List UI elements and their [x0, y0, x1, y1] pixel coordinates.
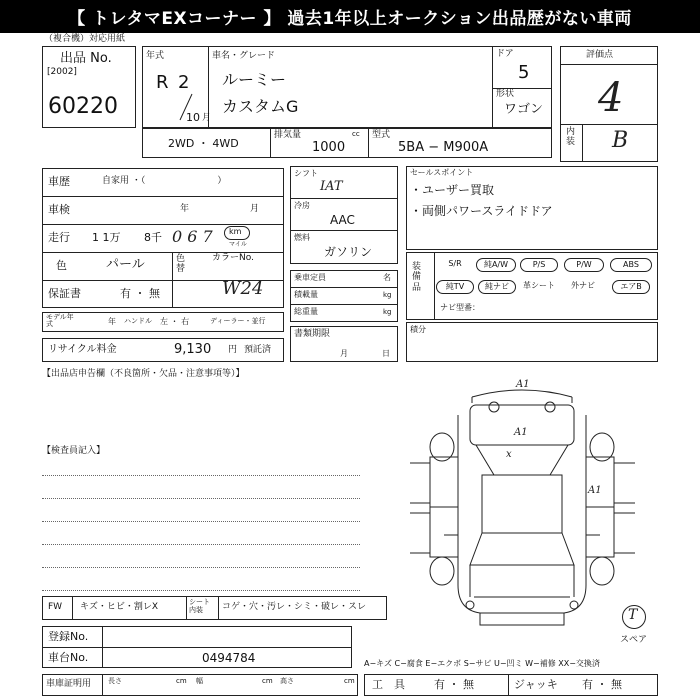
inspection-month-unit: 月 [250, 204, 260, 214]
inspector-notes-label: 【検査員記入】 [42, 446, 106, 456]
equip-tv: 純TV [436, 280, 474, 294]
capacity-label: 乗車定員 [294, 273, 326, 282]
gross-unit: kg [383, 308, 392, 316]
equip-power-steering: P/S [520, 258, 558, 272]
body-shape-value: ワゴン [504, 102, 544, 117]
reg-label: 登録No. [48, 630, 89, 643]
tools-value: 有 ・ 無 [434, 678, 474, 691]
model-code-value: 5BA − M900A [398, 140, 489, 155]
color-label: 色 [56, 259, 67, 272]
fuel-label: 燃料 [294, 233, 310, 242]
shift-label: シフト [294, 169, 318, 178]
equip-sr: S/R [448, 259, 462, 268]
equip-abs: ABS [610, 258, 652, 272]
seller-notes-label: 【出品店申告欄（不良箇所・欠品・注意事項等）】 [42, 369, 245, 379]
mark-right-door: A1 [588, 485, 602, 496]
header-banner: 【 トレタマEXコーナー 】 過去1年以上オークション出品歴がない車両 [0, 0, 700, 33]
model-year-unit: 年 [108, 317, 116, 326]
mark-roof: A1 [514, 427, 528, 438]
sub-label: （複合機）対応用紙 [44, 34, 126, 44]
color-value: パール [106, 257, 145, 272]
damage-legend: A−キズ C−腐食 E−エクボ S−サビ U−凹ミ W−補修 XX−交換済 [364, 659, 600, 668]
displacement-value: 1000 [312, 140, 346, 155]
model-year-label: モデル年式 [46, 313, 74, 328]
docs-day-unit: 日 [382, 349, 390, 358]
doors-label: ドア [496, 49, 514, 59]
color-code-value: W24 [222, 278, 264, 299]
interior-label: 内装 [566, 127, 576, 147]
jack-label: ジャッキ [514, 678, 558, 691]
warranty-label: 保証書 [48, 287, 81, 300]
interior-sheet-value: コゲ・穴・汚レ・シミ・破レ・スレ [222, 602, 367, 612]
shift-value: IAT [320, 179, 343, 194]
drive-value: 2WD ・ 4WD [168, 137, 239, 150]
ac-label: 冷房 [294, 201, 310, 210]
warranty-value: 有 ・ 無 [120, 287, 160, 300]
cert-height-unit: cm [344, 677, 355, 685]
lot-number: 60220 [48, 94, 118, 119]
inspection-label: 車検 [48, 203, 70, 216]
spare-label: スペア [620, 635, 648, 645]
equip-aftermarket-navi: 外ナビ [571, 281, 595, 290]
capacity-unit: 名 [383, 273, 391, 282]
navi-model-label: ナビ型番： [440, 303, 480, 312]
mileage-digits: 0 6 7 [172, 227, 213, 246]
docs-month-unit: 月 [340, 349, 348, 358]
body-shape-label: 形状 [496, 89, 515, 99]
cert-height: 高さ [280, 677, 294, 685]
mileage-man: 1 1万 [92, 231, 121, 244]
gross-label: 総重量 [294, 307, 318, 316]
tools-label: 工 具 [372, 678, 405, 691]
score-label: 評価点 [586, 50, 614, 60]
recycle-label: リサイクル料金 [48, 344, 117, 355]
color-code-label: カラーNo. [212, 253, 254, 263]
equip-navi: 純ナビ [478, 280, 516, 294]
equip-airbag: エアB [612, 280, 650, 294]
cert-label: 車庫証明用 [46, 679, 92, 689]
other-box [406, 322, 658, 362]
mileage-unit-km: km [229, 227, 242, 236]
cert-length: 長さ [108, 677, 122, 685]
docs-label: 書類期限 [294, 329, 331, 339]
handle-label: ハンドル [124, 317, 152, 325]
lot-label: 出品 No. [60, 51, 112, 66]
recycle-unit: 円 [228, 345, 238, 355]
jack-value: 有 ・ 無 [582, 678, 622, 691]
sales-point-2: ・両側パワースライドドア [410, 204, 553, 218]
sales-point-1: ・ユーザー買取 [410, 183, 495, 197]
model-code-label: 型式 [372, 130, 391, 140]
ac-value: AAC [330, 213, 355, 227]
year-era: R [156, 72, 169, 93]
doors-value: 5 [518, 62, 530, 83]
equipment-label: 装備品 [412, 262, 422, 293]
inspection-year-unit: 年 [180, 204, 190, 214]
chassis-value: 0494784 [202, 651, 256, 665]
displacement-label: 排気量 [274, 130, 302, 140]
color-change-label: 色替 [176, 254, 186, 274]
load-unit: kg [383, 291, 392, 299]
year-label: 年式 [146, 51, 165, 61]
interior-value: B [612, 128, 629, 153]
car-diagram [410, 375, 638, 637]
equip-alloy-wheel: 純A/W [476, 258, 516, 272]
handle-value: 左 ・ 右 [160, 317, 190, 326]
cert-length-unit: cm [176, 677, 187, 685]
exterior-label: FW [48, 602, 63, 612]
spare-mark: T [628, 607, 638, 623]
recycle-note: 預託済 [244, 345, 272, 355]
other-label: 積分 [410, 325, 426, 334]
history-value: 自家用 ・（ ） [102, 176, 227, 186]
year-month: 10 [186, 111, 200, 124]
lot-year-tag: [2002] [47, 67, 77, 77]
fuel-value: ガソリン [324, 245, 373, 259]
model-grade: カスタムG [222, 97, 299, 116]
model-name: ルーミー [222, 70, 287, 89]
dealer-value: ディーラー・並行 [210, 317, 266, 325]
displacement-unit: cc [352, 130, 360, 138]
model-label: 車名・グレード [212, 51, 276, 61]
cert-width: 幅 [196, 677, 203, 685]
load-label: 積載量 [294, 290, 318, 299]
recycle-value: 9,130 [174, 342, 212, 357]
mileage-label: 走行 [48, 231, 70, 244]
equip-leather: 革シート [523, 281, 555, 290]
score-value: 4 [598, 75, 624, 121]
equip-power-window: P/W [564, 258, 604, 272]
mark-roof-scratch: x [506, 449, 512, 460]
interior-sheet-label: シート内装 [189, 598, 210, 614]
cert-width-unit: cm [262, 677, 273, 685]
mark-rear-spoiler: A1 [516, 379, 530, 390]
year-month-unit: 月 [202, 113, 212, 123]
sales-points-label: セールスポイント [410, 168, 474, 177]
history-label: 車歴 [48, 175, 70, 188]
year-number: 2 [178, 72, 190, 93]
mileage-sen: 8千 [144, 231, 162, 244]
exterior-value: キズ・ヒビ・割レX [80, 602, 158, 612]
chassis-label: 車台No. [48, 651, 89, 664]
mileage-unit-mile: マイル [229, 241, 247, 248]
